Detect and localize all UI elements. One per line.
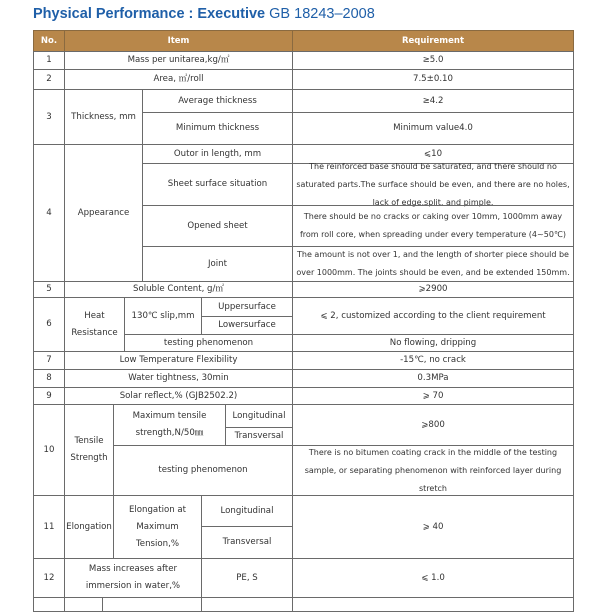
- subitem-cell: Lowersurface: [201, 316, 293, 335]
- subitem-cell: 130℃ slip,mm: [124, 297, 202, 335]
- subitem-cell: Longitudinal: [201, 495, 293, 527]
- subitem-cell: testing phenomenon: [124, 334, 293, 352]
- row-no: 10: [33, 404, 65, 496]
- subitem-cell: Minimum thickness: [142, 112, 293, 145]
- header-no: No.: [33, 30, 65, 52]
- requirement-cell: The reinforced base should be saturated, and there should no saturated parts.The surface should be even, and there are no holes, lack of edge,split, and pimple.: [292, 163, 574, 206]
- row-no: 5: [33, 281, 65, 298]
- requirement-cell: 0.3MPa: [292, 369, 574, 388]
- subitem-cell: testing phenomenon: [113, 445, 293, 496]
- subitem-cell: [102, 597, 202, 612]
- subitem-cell: Outor in length, mm: [142, 144, 293, 164]
- requirement-cell: 7.5±0.10: [292, 69, 574, 90]
- item-cell: Solar reflect,% (GJB2502.2): [64, 387, 293, 405]
- requirement-cell: No flowing, dripping: [292, 334, 574, 352]
- subitem-cell: Sheet surface situation: [142, 163, 293, 206]
- item-cell: Mass increases after immersion in water,%: [64, 558, 202, 598]
- subitem-cell: PE, S: [201, 558, 293, 598]
- subitem-cell: Joint: [142, 246, 293, 282]
- item-cell: Thickness, mm: [64, 89, 143, 145]
- requirement-cell: ⩽ 2, customized according to the client requirement: [292, 297, 574, 335]
- item-cell: Low Temperature Flexibility: [64, 351, 293, 370]
- requirement-cell: ⩽ 1.0: [292, 558, 574, 598]
- item-cell: [64, 597, 103, 612]
- subitem-cell: Average thickness: [142, 89, 293, 113]
- row-no: 1: [33, 51, 65, 70]
- subitem-cell: Uppersurface: [201, 297, 293, 317]
- item-cell: Heat Resistance: [64, 297, 125, 352]
- subitem-cell: Maximum tensile strength,N/50㎜: [113, 404, 226, 446]
- requirement-cell: -15℃, no crack: [292, 351, 574, 370]
- row-no: 12: [33, 558, 65, 598]
- row-no: 6: [33, 297, 65, 352]
- requirement-cell: ≥5.0: [292, 51, 574, 70]
- standard-code: GB 18243–2008: [269, 6, 375, 22]
- requirement-cell: ⩽10: [292, 144, 574, 164]
- item-cell: Appearance: [64, 144, 143, 282]
- requirement-cell: ⩾ 70: [292, 387, 574, 405]
- requirement-cell: ≥4.2: [292, 89, 574, 113]
- row-no: 8: [33, 369, 65, 388]
- item-cell: Soluble Content, g/㎡: [64, 281, 293, 298]
- header-item: Item: [64, 30, 293, 52]
- subitem-cell: Transversal: [225, 427, 293, 446]
- subitem-cell: Transversal: [201, 526, 293, 559]
- item-cell: Water tightness, 30min: [64, 369, 293, 388]
- subitem-cell: [201, 597, 293, 612]
- item-cell: Mass per unitarea,kg/㎡: [64, 51, 293, 70]
- header-requirement: Requirement: [292, 30, 574, 52]
- requirement-cell: ⩾2900: [292, 281, 574, 298]
- requirement-cell: The amount is not over 1, and the length of shorter piece should be over 1000mm. The joints should be even, and be extended 150mm.: [292, 246, 574, 282]
- row-no: [33, 597, 65, 612]
- requirement-cell: Minimum value4.0: [292, 112, 574, 145]
- requirement-cell: There is no bitumen coating crack in the middle of the testing sample, or separating phenomenon with reinforced layer during stretch: [292, 445, 574, 496]
- subitem-cell: Longitudinal: [225, 404, 293, 428]
- row-no: 7: [33, 351, 65, 370]
- subitem-cell: Opened sheet: [142, 205, 293, 247]
- subitem-cell: Elongation at Maximum Tension,%: [113, 495, 202, 559]
- row-no: 9: [33, 387, 65, 405]
- item-cell: Area, ㎡/roll: [64, 69, 293, 90]
- requirement-cell: ⩾ 40: [292, 495, 574, 559]
- requirement-cell: There should be no cracks or caking over 10mm, 1000mm away from roll core, when spreading under every temperature (4~50℃): [292, 205, 574, 247]
- requirement-cell: [292, 597, 574, 612]
- page-title: [33, 6, 375, 22]
- row-no: 11: [33, 495, 65, 559]
- item-cell: Elongation: [64, 495, 114, 559]
- title-bold: Physical Performance : Executive: [33, 6, 266, 22]
- row-no: 4: [33, 144, 65, 282]
- item-cell: Tensile Strength: [64, 404, 114, 496]
- requirement-cell: ⩾800: [292, 404, 574, 446]
- row-no: 3: [33, 89, 65, 145]
- row-no: 2: [33, 69, 65, 90]
